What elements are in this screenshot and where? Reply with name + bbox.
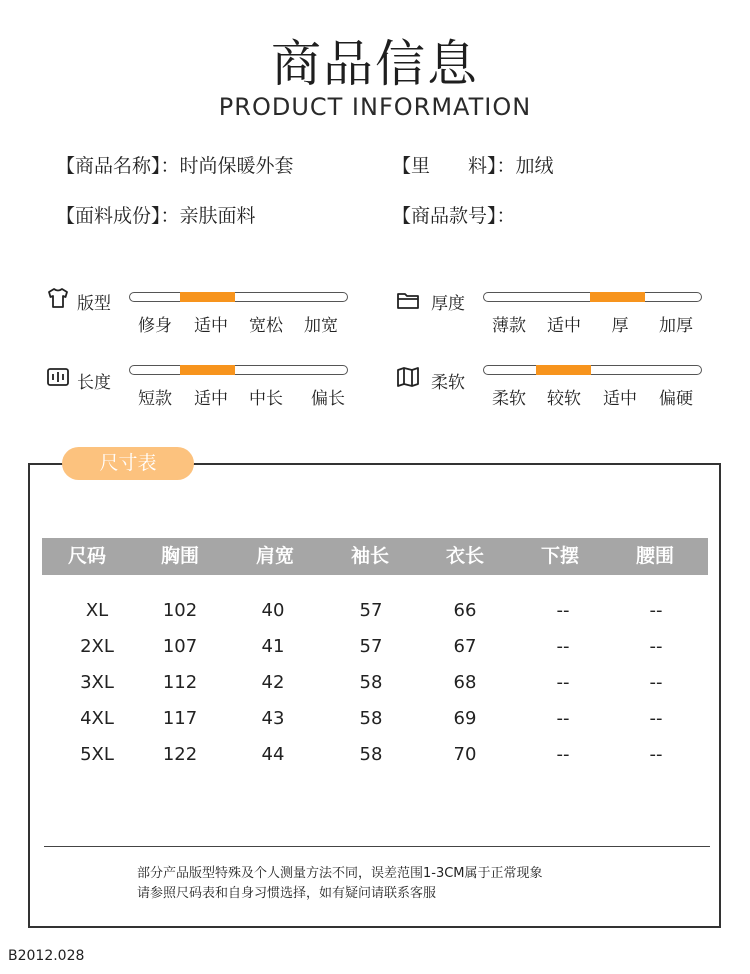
- size-table-frame: [28, 463, 721, 928]
- table-cell: --: [556, 672, 570, 693]
- info-lining: 【里 料】：加绒: [392, 155, 554, 177]
- table-cell: 68: [453, 672, 477, 693]
- thickness-option: 薄款: [492, 316, 526, 336]
- column-header: 尺码: [67, 545, 107, 567]
- column-header: 肩宽: [255, 545, 295, 567]
- table-cell: 67: [453, 636, 477, 657]
- attr-label-thickness: 厚度: [431, 294, 465, 314]
- thickness-scale-track: [483, 292, 702, 302]
- fit-option: 适中: [194, 316, 228, 336]
- table-cell: 40: [261, 600, 285, 621]
- table-cell: --: [556, 600, 570, 621]
- softness-option: 适中: [603, 389, 637, 409]
- table-cell: XL: [85, 600, 109, 621]
- table-cell: 42: [261, 672, 285, 693]
- softness-option: 偏硬: [659, 389, 693, 409]
- table-cell: 57: [359, 636, 383, 657]
- column-header: 衣长: [445, 545, 485, 567]
- table-cell: 69: [453, 708, 477, 729]
- table-cell: 102: [162, 600, 198, 621]
- thickness-option: 适中: [547, 316, 581, 336]
- ruler-icon: [46, 365, 70, 393]
- table-cell: 70: [453, 744, 477, 765]
- table-cell: 43: [261, 708, 285, 729]
- table-cell: 117: [162, 708, 198, 729]
- length-option: 偏长: [311, 389, 345, 409]
- thickness-option: 厚: [611, 316, 629, 336]
- tshirt-icon: [46, 286, 70, 314]
- table-cell: --: [556, 708, 570, 729]
- table-cell: 122: [162, 744, 198, 765]
- table-cell: --: [649, 744, 663, 765]
- page-title: 商品信息: [271, 35, 479, 93]
- attr-label-length: 长度: [77, 373, 111, 393]
- table-cell: 66: [453, 600, 477, 621]
- info-fabric: 【面料成份】：亲肤面料: [56, 205, 256, 227]
- table-cell: 112: [162, 672, 198, 693]
- softness-scale-fill: [536, 365, 591, 375]
- table-cell: --: [556, 636, 570, 657]
- fit-option: 加宽: [304, 316, 338, 336]
- size-note-line1: 部分产品版型特殊及个人测量方法不同，误差范围1-3CM属于正常现象: [137, 866, 543, 881]
- table-cell: 2XL: [80, 636, 114, 657]
- product-code: B2012.028: [8, 948, 85, 964]
- table-cell: 44: [261, 744, 285, 765]
- page-subtitle: PRODUCT INFORMATION: [218, 93, 532, 121]
- length-option: 短款: [138, 389, 172, 409]
- column-header: 腰围: [635, 545, 675, 567]
- note-divider: [44, 846, 710, 847]
- thickness-scale-fill: [590, 292, 645, 302]
- thickness-option: 加厚: [659, 316, 693, 336]
- table-cell: 5XL: [80, 744, 114, 765]
- table-cell: 41: [261, 636, 285, 657]
- length-option: 中长: [249, 389, 283, 409]
- softness-scale-track: [483, 365, 702, 375]
- fit-scale-track: [129, 292, 348, 302]
- column-header: 下摆: [540, 545, 580, 567]
- fit-option: 修身: [138, 316, 172, 336]
- attr-label-softness: 柔软: [431, 373, 465, 393]
- table-cell: 4XL: [80, 708, 114, 729]
- table-cell: 57: [359, 600, 383, 621]
- table-cell: --: [649, 672, 663, 693]
- folder-icon: [396, 288, 420, 316]
- size-table-badge: 尺寸表: [62, 447, 194, 480]
- length-scale-fill: [180, 365, 235, 375]
- softness-option: 柔软: [492, 389, 526, 409]
- table-cell: --: [556, 744, 570, 765]
- column-header: 袖长: [350, 545, 390, 567]
- table-cell: 58: [359, 708, 383, 729]
- table-cell: --: [649, 600, 663, 621]
- softness-option: 较软: [547, 389, 581, 409]
- table-cell: 58: [359, 672, 383, 693]
- table-cell: 58: [359, 744, 383, 765]
- table-cell: --: [649, 636, 663, 657]
- table-cell: 3XL: [80, 672, 114, 693]
- info-style-number: 【商品款号】：: [392, 205, 516, 227]
- fit-option: 宽松: [249, 316, 283, 336]
- table-cell: --: [649, 708, 663, 729]
- table-cell: 107: [162, 636, 198, 657]
- length-scale-track: [129, 365, 348, 375]
- length-option: 适中: [194, 389, 228, 409]
- size-note-line2: 请参照尺码表和自身习惯选择，如有疑问请联系客服: [137, 886, 437, 901]
- column-header: 胸围: [160, 545, 200, 567]
- fit-scale-fill: [180, 292, 235, 302]
- map-fold-icon: [396, 365, 420, 393]
- attr-label-fit: 版型: [77, 294, 111, 314]
- info-product-name: 【商品名称】：时尚保暖外套: [56, 155, 294, 177]
